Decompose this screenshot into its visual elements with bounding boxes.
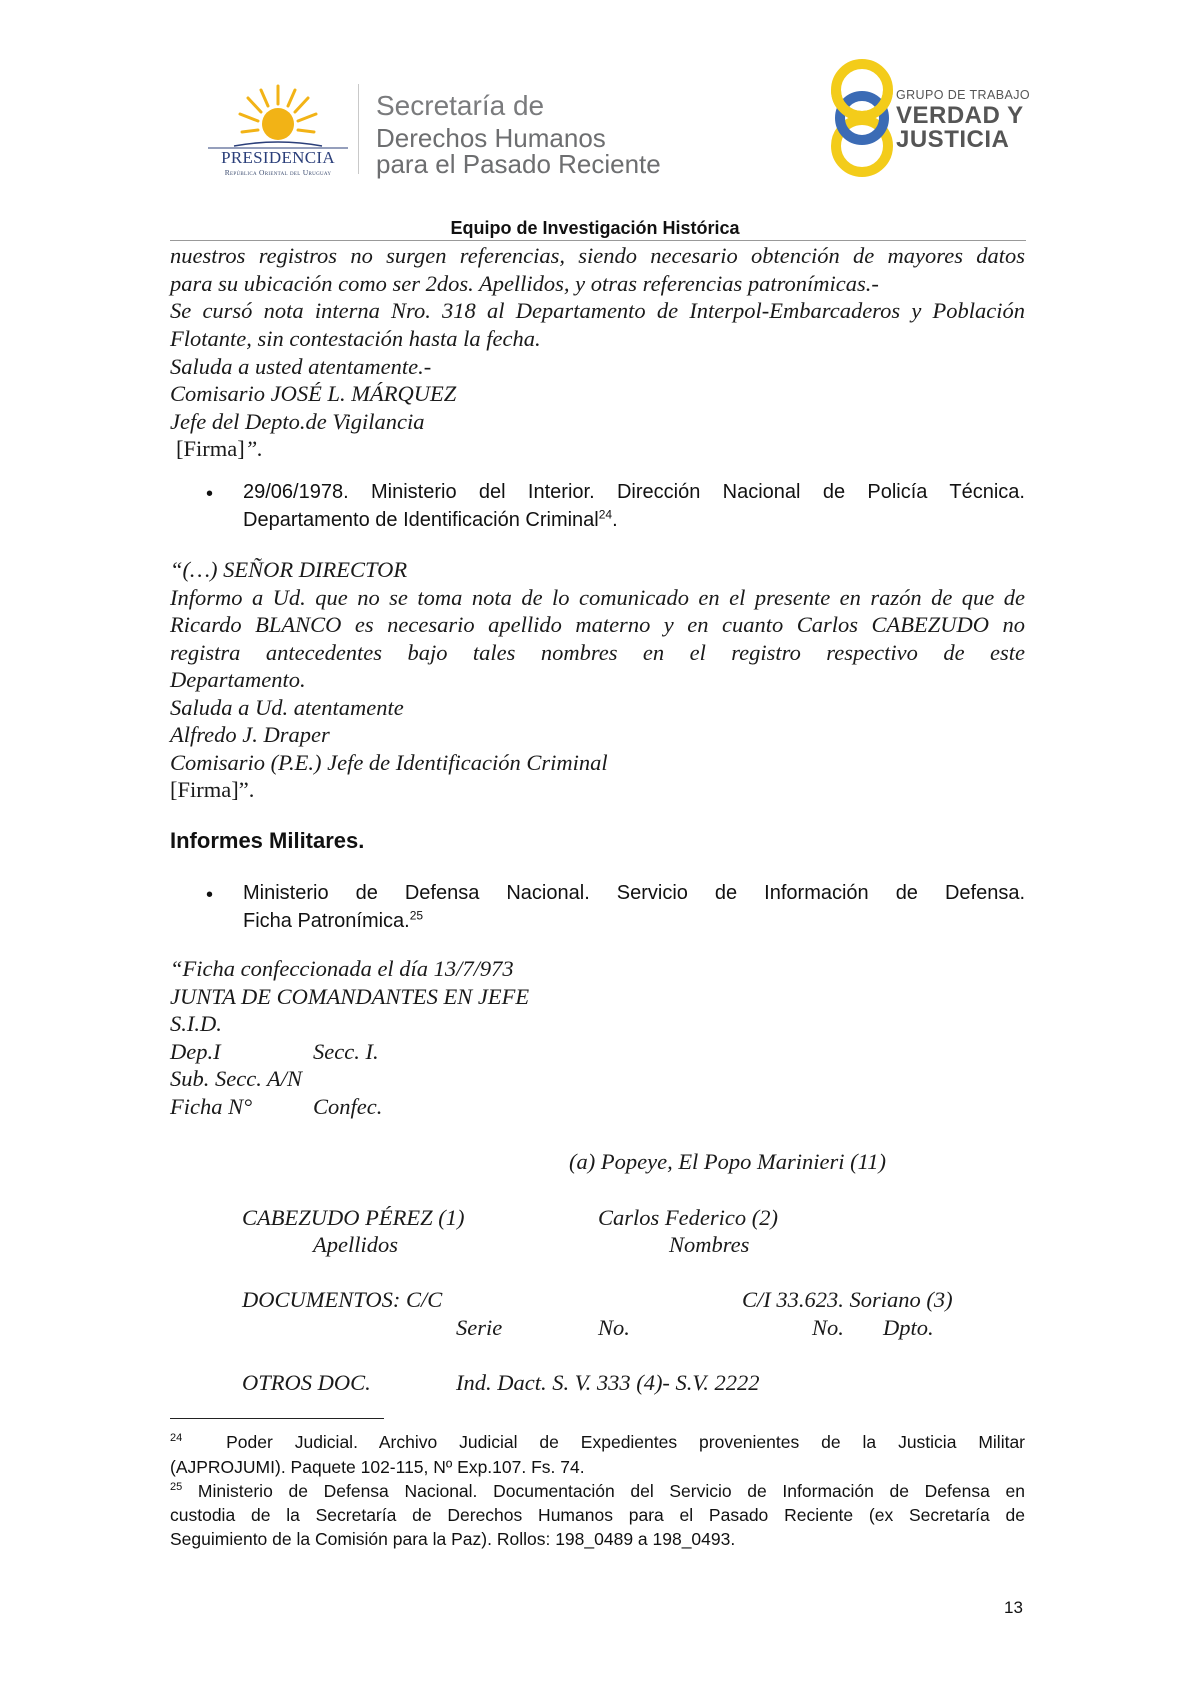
grupo-trabajo-text: GRUPO DE TRABAJO: [896, 88, 1030, 102]
footnote-24-line-1: [170, 1430, 1025, 1455]
header-divider: [358, 84, 359, 174]
secretaria-line-1: Secretaría de: [376, 90, 545, 121]
team-title: Equipo de Investigación Histórica: [450, 218, 740, 238]
footnote-rule: [170, 1418, 384, 1419]
footnote-ref-25: 25: [409, 908, 424, 923]
ficha-apellidos-value: CABEZUDO PÉREZ (1): [242, 1205, 465, 1230]
ficha-otros-doc: OTROS DOC.: [242, 1370, 371, 1395]
letter1-line-2: para su ubicación como ser 2dos. Apellidos, y otras referencias patronímicas.-: [170, 271, 879, 296]
presidencia-subtitle: República Oriental del Uruguay: [224, 168, 332, 177]
letter1-line-3: Se cursó nota interna Nro. 318 al Departamento de Interpol-Embarcaderos y Población: [170, 298, 1025, 323]
footnote-24-line-2: (AJPROJUMI). Paquete 102-115, Nº Exp.107. Fs. 74.: [170, 1457, 585, 1477]
bullet1-text: Departamento de Identificación Criminal: [243, 509, 599, 531]
letter1-line-4: Flotante, sin contestación hasta la fecha.: [170, 326, 541, 351]
letter1-line-7: Jefe del Depto.de Vigilancia: [170, 409, 425, 434]
letter2-line-2: Informo a Ud. que no se toma nota de lo comunicado en el presente en razón de que de: [170, 585, 1025, 610]
bullet-dot-1: •: [206, 483, 214, 505]
letter2-line-8: Comisario (P.E.) Jefe de Identificación Criminal: [170, 750, 608, 775]
bullet-dot-2: •: [206, 884, 214, 906]
ficha-confec: Confec.: [313, 1094, 383, 1119]
letter1-line-1: nuestros registros no surgen referencias, siendo necesario obtención de mayores datos: [170, 243, 1025, 268]
page-number: 13: [1004, 1598, 1023, 1617]
letter2-signature: [Firma]”.: [170, 777, 255, 802]
letter2-line-3: Ricardo BLANCO es necesario apellido materno y en cuanto Carlos CABEZUDO no: [170, 612, 1025, 637]
ficha-serie-label: Serie: [456, 1315, 503, 1340]
presidencia-text: PRESIDENCIA: [221, 148, 335, 167]
secretaria-line-3: para el Pasado Reciente: [376, 149, 661, 179]
justicia-text: JUSTICIA: [896, 126, 1010, 153]
letter1-signature: [176, 436, 263, 462]
ficha-no-label-1: No.: [598, 1315, 630, 1340]
bullet1-end: .: [612, 509, 618, 531]
ficha-subsecc: Sub. Secc. A/N: [170, 1066, 303, 1091]
footnote-25-text-1: Ministerio de Defensa Nacional. Documentación del Servicio de Información de Defensa en: [197, 1481, 1025, 1501]
letter2-line-6: Saluda a Ud. atentamente: [170, 695, 404, 720]
ficha-nombres-value: Carlos Federico (2): [598, 1205, 778, 1230]
ficha-otros-value: Ind. Dact. S. V. 333 (4)- S.V. 2222: [456, 1370, 760, 1395]
footnote-24-number: 24: [170, 1432, 183, 1445]
ficha-apellidos-label: Apellidos: [313, 1232, 398, 1257]
ficha-ci-value: C/I 33.623. Soriano (3): [742, 1287, 953, 1312]
bullet2-line-2: [243, 910, 423, 933]
letter1-firma: [Firma]: [176, 436, 245, 461]
secretaria-line-2: Derechos Humanos: [376, 123, 606, 153]
footnote-25-line-3: Seguimiento de la Comisión para la Paz). Rollos: 198_0489 a 198_0493.: [170, 1529, 736, 1549]
ficha-numero: Ficha N°: [170, 1094, 253, 1119]
letter1-close-quote: ”.: [244, 436, 263, 461]
ficha-line-2: JUNTA DE COMANDANTES EN JEFE: [170, 984, 530, 1009]
letter2-line-1: “(…) SEÑOR DIRECTOR: [170, 557, 408, 582]
footnote-25-line-1: [170, 1479, 1025, 1504]
verdad-y-text: VERDAD Y: [896, 102, 1024, 129]
letter2-line-7: Alfredo J. Draper: [170, 722, 330, 747]
footnote-25-number: 25: [170, 1481, 183, 1494]
ficha-dep: Dep.I: [170, 1039, 221, 1064]
ficha-dpto-label: Dpto.: [883, 1315, 934, 1340]
verdad-justicia-rings-icon: [822, 56, 902, 180]
ficha-line-3: S.I.D.: [170, 1011, 222, 1036]
letter2-line-5: Departamento.: [170, 667, 306, 692]
footnote-24-text-1: Poder Judicial. Archivo Judicial de Expedientes provenientes de la Justicia Militar: [226, 1432, 1025, 1452]
ficha-documentos: DOCUMENTOS: C/C: [242, 1287, 443, 1312]
ficha-line-1: “Ficha confeccionada el día 13/7/973: [170, 956, 514, 981]
letter1-line-5: Saluda a usted atentamente.-: [170, 354, 432, 379]
letter1-line-6: Comisario JOSÉ L. MÁRQUEZ: [170, 381, 457, 406]
footnote-25-line-2: custodia de la Secretaría de Derechos Humanos para el Pasado Reciente (ex Secretaría de: [170, 1505, 1025, 1525]
presidencia-logo: [198, 82, 358, 178]
ficha-no-label-2: No.: [812, 1315, 844, 1340]
header-rule: [170, 240, 1026, 241]
ficha-nombres-label: Nombres: [669, 1232, 750, 1257]
ficha-secc: Secc. I.: [313, 1039, 379, 1064]
footnote-ref-24: 24: [598, 507, 613, 522]
section-heading: Informes Militares.: [170, 828, 365, 853]
bullet1-line-2: [243, 509, 618, 532]
letter2-line-4: registra antecedentes bajo tales nombres en el registro respectivo de este: [170, 640, 1025, 665]
bullet2-line-1: Ministerio de Defensa Nacional. Servicio de Información de Defensa.: [243, 882, 1025, 904]
bullet2-text: Ficha Patronímica.: [243, 910, 410, 932]
ficha-alias: (a) Popeye, El Popo Marinieri (11): [569, 1149, 886, 1174]
bullet1-line-1: 29/06/1978. Ministerio del Interior. Dirección Nacional de Policía Técnica.: [243, 481, 1025, 503]
sun-emblem-icon: [198, 82, 358, 152]
